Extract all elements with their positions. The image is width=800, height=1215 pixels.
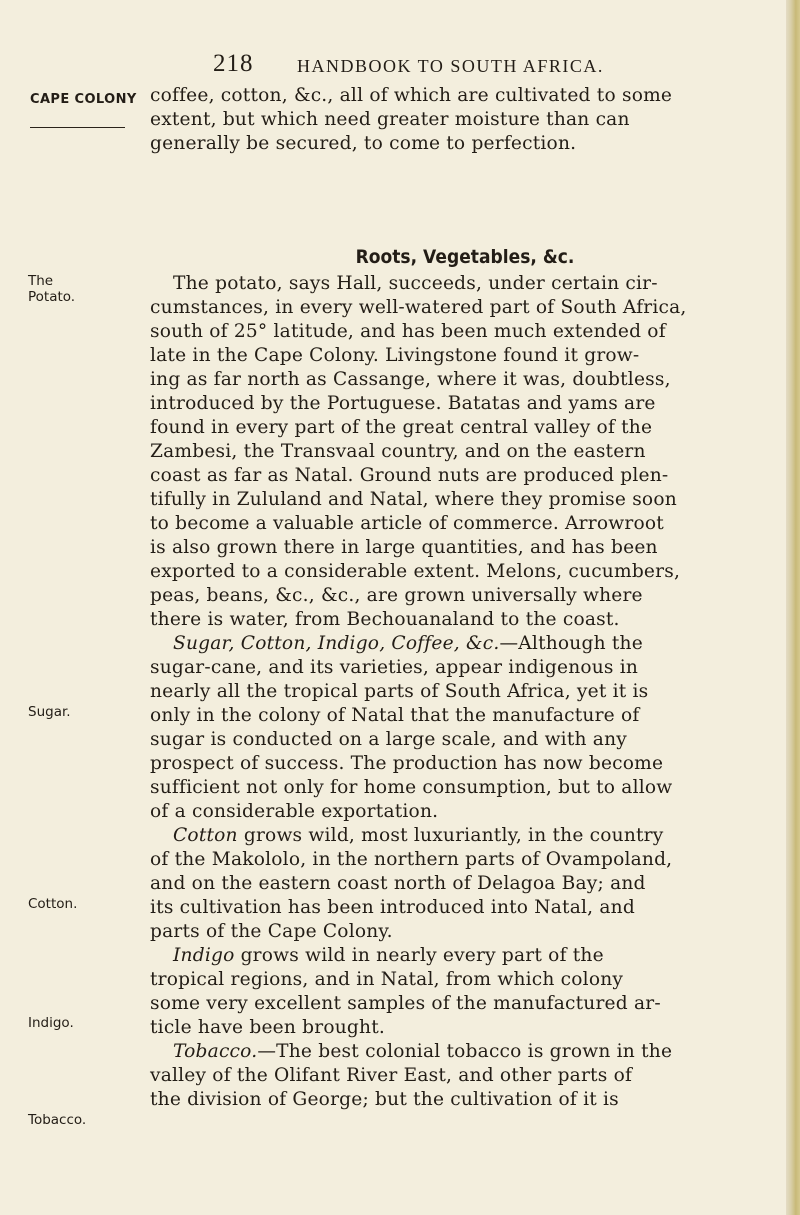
- margin-note-cotton: Cotton.: [28, 896, 78, 912]
- body-line: coast as far as Natal. Ground nuts are produced plen-: [150, 465, 669, 486]
- body-line: [173, 632, 643, 656]
- section-heading: Roots, Vegetables, &c.: [355, 246, 575, 268]
- text-run: —The best colonial tobacco is grown in the: [257, 1041, 673, 1062]
- body-line: ing as far north as Cassange, where it was, doubtless,: [150, 369, 671, 390]
- running-title: HANDBOOK TO SOUTH AFRICA.: [297, 56, 604, 76]
- side-head: CAPE COLONY: [30, 92, 137, 107]
- text-run: grows wild in nearly every part of the: [234, 945, 604, 966]
- body-line: to become a valuable article of commerce. Arrowroot: [150, 513, 664, 534]
- body-line: found in every part of the great central valley of the: [150, 417, 653, 438]
- body-line: exported to a considerable extent. Melons, cucumbers,: [150, 561, 681, 582]
- page-number: 218: [213, 50, 254, 77]
- body-line: ticle have been brought.: [150, 1017, 385, 1038]
- body-line: nearly all the tropical parts of South Africa, yet it is: [150, 681, 649, 702]
- body-line: of the Makololo, in the northern parts of Ovampoland,: [150, 849, 673, 870]
- body-line: of a considerable exportation.: [150, 801, 439, 822]
- body-line: introduced by the Portuguese. Batatas and yams are: [150, 393, 656, 414]
- margin-note-sugar: Sugar.: [28, 704, 71, 720]
- margin-note-potato-line1: The: [28, 273, 54, 289]
- body-line: the division of George; but the cultivation of it is: [150, 1089, 619, 1110]
- body-line: tifully in Zululand and Natal, where they promise soon: [150, 489, 677, 510]
- body-line: sugar is conducted on a large scale, and with any: [150, 729, 627, 750]
- italic-run: Tobacco.: [173, 1041, 258, 1062]
- body-line: there is water, from Bechouanaland to the coast.: [150, 609, 620, 630]
- text-run: grows wild, most luxuriantly, in the country: [237, 825, 664, 846]
- body-line: its cultivation has been introduced into Natal, and: [150, 897, 635, 918]
- margin-note-potato-line2: Potato.: [28, 289, 76, 305]
- body-line: peas, beans, &c., &c., are grown universally where: [150, 585, 643, 606]
- body-line: is also grown there in large quantities, and has been: [150, 537, 658, 558]
- italic-run: Cotton: [173, 825, 238, 846]
- body-line: prospect of success. The production has now become: [150, 753, 664, 774]
- side-rule: [30, 127, 125, 128]
- body-line: generally be secured, to come to perfection.: [150, 133, 577, 154]
- body-line: and on the eastern coast north of Delagoa Bay; and: [150, 873, 646, 894]
- body-line: valley of the Olifant River East, and other parts of: [150, 1065, 633, 1086]
- text-run: —Although the: [499, 633, 643, 654]
- body-line: The potato, says Hall, succeeds, under certain cir-: [173, 273, 658, 294]
- body-line: south of 25° latitude, and has been much extended of: [150, 321, 666, 342]
- body-line: late in the Cape Colony. Livingstone found it grow-: [150, 345, 640, 366]
- body-line: extent, but which need greater moisture than can: [150, 109, 630, 130]
- margin-note-indigo: Indigo.: [28, 1015, 74, 1031]
- body-line: Zambesi, the Transvaal country, and on the eastern: [150, 441, 646, 462]
- body-line: sugar-cane, and its varieties, appear indigenous in: [150, 657, 639, 678]
- italic-run: Indigo: [173, 945, 235, 966]
- page-edge: [786, 0, 800, 1215]
- body-line: cumstances, in every well-watered part of South Africa,: [150, 297, 687, 318]
- body-line: [173, 1040, 672, 1064]
- body-line: only in the colony of Natal that the manufacture of: [150, 705, 640, 726]
- body-line: coffee, cotton, &c., all of which are cultivated to some: [150, 85, 673, 106]
- body-line: parts of the Cape Colony.: [150, 921, 393, 942]
- body-line: some very excellent samples of the manufactured ar-: [150, 993, 661, 1014]
- body-line: [173, 944, 604, 968]
- body-line: sufficient not only for home consumption, but to allow: [150, 777, 673, 798]
- margin-note-tobacco: Tobacco.: [28, 1112, 87, 1128]
- body-line: tropical regions, and in Natal, from which colony: [150, 969, 624, 990]
- body-line: [173, 824, 663, 848]
- italic-run: Sugar, Cotton, Indigo, Coffee, &c.: [173, 633, 500, 654]
